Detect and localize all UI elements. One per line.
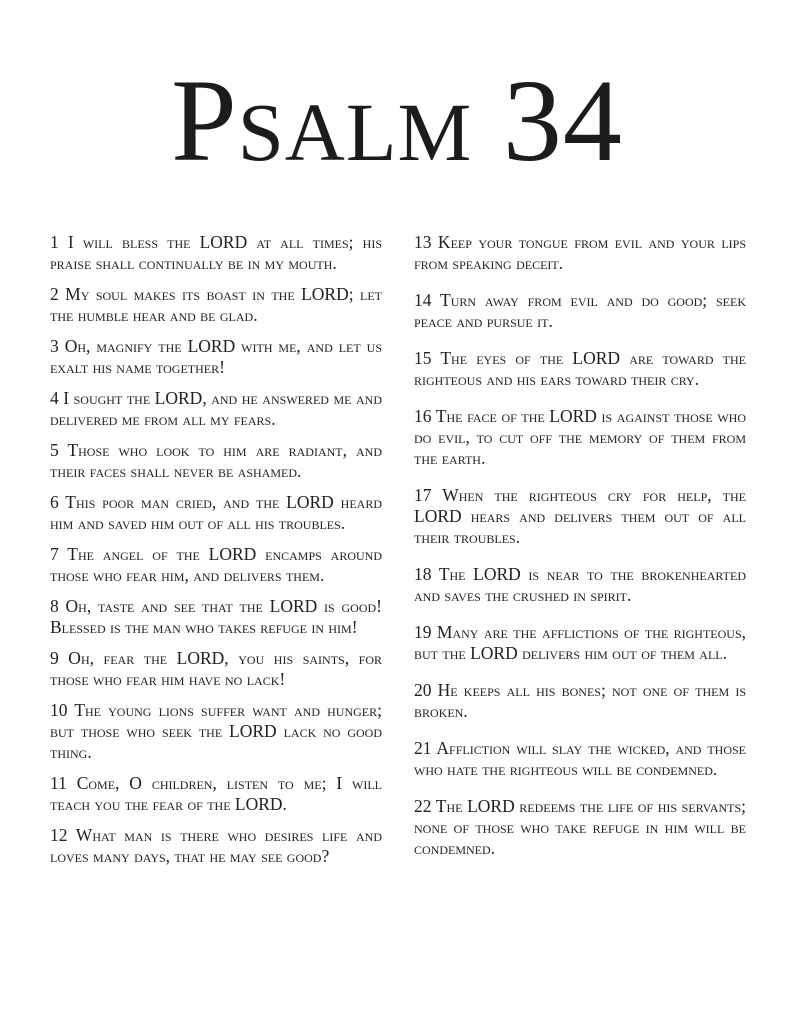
verse: 3 Oh, magnify the LORD with me, and let us exalt his name together! — [50, 336, 382, 377]
verse: 12 What man is there who desires life and loves many days, that he may see good? — [50, 825, 382, 866]
verse: 5 Those who look to him are radiant, and their faces shall never be ashamed. — [50, 440, 382, 481]
verse: 13 Keep your tongue from evil and your lips from speaking deceit. — [414, 232, 746, 273]
verse: 21 Affliction will slay the wicked, and those who hate the righteous will be condemned. — [414, 738, 746, 779]
verse: 16 The face of the LORD is against those who do evil, to cut off the memory of them from the earth. — [414, 406, 746, 468]
verse: 4 I sought the LORD, and he answered me and delivered me from all my fears. — [50, 388, 382, 429]
verse: 8 Oh, taste and see that the LORD is good! Blessed is the man who takes refuge in him! — [50, 596, 382, 637]
verse: 6 This poor man cried, and the LORD heard him and saved him out of all his troubles. — [50, 492, 382, 533]
verse: 10 The young lions suffer want and hunger; but those who seek the LORD lack no good thing. — [50, 700, 382, 762]
verse: 9 Oh, fear the LORD, you his saints, for those who fear him have no lack! — [50, 648, 382, 689]
verse: 14 Turn away from evil and do good; seek peace and pursue it. — [414, 290, 746, 331]
verse: 11 Come, O children, listen to me; I will teach you the fear of the LORD. — [50, 773, 382, 814]
verse: 22 The LORD redeems the life of his servants; none of those who take refuge in him will be condemned. — [414, 796, 746, 858]
verse: 1 I will bless the LORD at all times; his praise shall continually be in my mouth. — [50, 232, 382, 273]
verse: 18 The LORD is near to the brokenhearted and saves the crushed in spirit. — [414, 564, 746, 605]
verse-column-left — [50, 232, 382, 877]
verse: 15 The eyes of the LORD are toward the righteous and his ears toward their cry. — [414, 348, 746, 389]
verse: 2 My soul makes its boast in the LORD; let the humble hear and be glad. — [50, 284, 382, 325]
verse: 19 Many are the afflictions of the righteous, but the LORD delivers him out of them all. — [414, 622, 746, 663]
verse: 20 He keeps all his bones; not one of them is broken. — [414, 680, 746, 721]
verse: 7 The angel of the LORD encamps around those who fear him, and delivers them. — [50, 544, 382, 585]
verse-column-right — [414, 232, 746, 875]
verse: 17 When the righteous cry for help, the LORD hears and delivers them out of all their troubles. — [414, 485, 746, 547]
page-title: Psalm 34 — [171, 55, 623, 186]
